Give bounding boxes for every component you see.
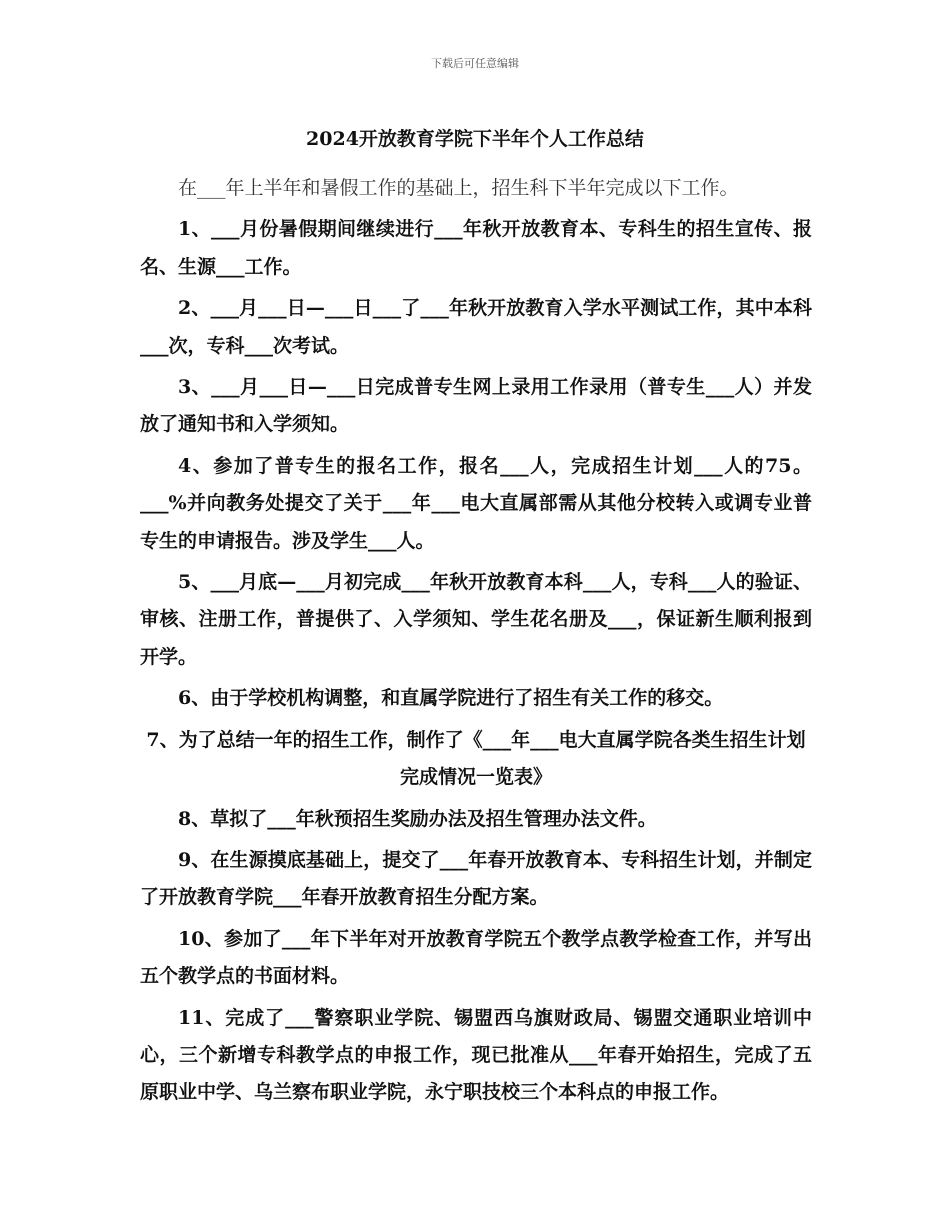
paragraph-item-2: 2、___月___日—___日___了___年秋开放教育入学水平测试工作，其中本科___次，专科___次考试。 (140, 297, 812, 357)
document-title: 2024开放教育学院下半年个人工作总结 (306, 128, 644, 150)
header-note: 下载后可任意编辑 (431, 57, 519, 70)
paragraph-item-9: 9、在生源摸底基础上，提交了___年春开放教育本、专科招生计划，并制定了开放教育学院___年春开放教育招生分配方案。 (140, 848, 812, 909)
paragraph-item-7: 7、为了总结一年的招生工作，制作了《___年___电大直属学院各类生招生计划完成情况一览表》 (146, 728, 806, 789)
paragraph-item-1: 1、___月份暑假期间继续进行___年秋开放教育本、专科生的招生宣传、报名、生源___工作。 (140, 218, 812, 278)
paragraph-item-6: 6、由于学校机构调整，和直属学院进行了招生有关工作的移交。 (178, 687, 724, 710)
paragraph-item-10: 10、参加了___年下半年对开放教育学院五个教学点教学检查工作，并写出五个教学点的书面材料。 (140, 927, 812, 988)
paragraph-item-5: 5、___月底—___月初完成___年秋开放教育本科___人，专科___人的验证、审核、注册工作，普提供了、入学须知、学生花名册及___，保证新生顺利报到开学。 (140, 571, 812, 668)
paragraph-item-4: 4、参加了普专生的报名工作，报名___人，完成招生计划___人的75。___%并向教务处提交了关于___年___电大直属部需从其他分校转入或调专业普专生的申请报告。涉及学生___人。 (140, 454, 812, 552)
document-body (140, 170, 812, 1112)
paragraph-intro: 在___年上半年和暑假工作的基础上，招生科下半年完成以下工作。 (178, 177, 739, 199)
paragraph-item-3: 3、___月___日—___日完成普专生网上录用工作录用（普专生___人）并发放了通知书和入学须知。 (140, 376, 812, 436)
paragraph-item-8: 8、草拟了___年秋预招生奖励办法及招生管理办法文件。 (178, 807, 657, 830)
paragraph-item-11: 11、完成了___警察职业学院、锡盟西乌旗财政局、锡盟交通职业培训中心，三个新增专科教学点的申报工作，现已批准从___年春开始招生，完成了五原职业中学、乌兰察布职业学院，永宁职技校三个本科点的申报工作。 (140, 1006, 812, 1104)
